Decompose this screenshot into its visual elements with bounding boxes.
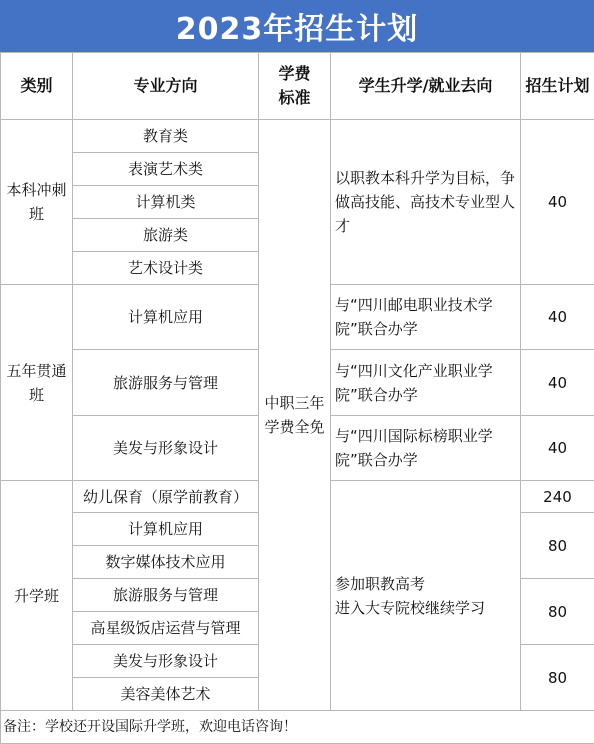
- major-cell: 美发与形象设计: [73, 645, 259, 678]
- quota-cell: 240: [521, 481, 594, 513]
- footnote: 备注：学校还开设国际升学班，欢迎电话咨询！: [1, 711, 594, 744]
- quota-cell: 40: [521, 285, 594, 350]
- major-cell: 表演艺术类: [73, 153, 259, 186]
- major-cell: 高星级饭店运营与管理: [73, 612, 259, 645]
- footnote-row: [1, 711, 594, 744]
- header-tuition-line1: 学费: [261, 62, 328, 86]
- major-cell: 计算机类: [73, 186, 259, 219]
- header-category: 类别: [1, 53, 73, 120]
- major-cell: 美发与形象设计: [73, 416, 259, 481]
- category-cell: 五年贯通班: [1, 285, 73, 481]
- major-cell: 美容美体艺术: [73, 678, 259, 711]
- header-tuition: [259, 53, 331, 120]
- table-row: [1, 120, 594, 153]
- destination-cell: 与“四川国际标榜职业学院”联合办学: [331, 416, 521, 481]
- quota-cell: 80: [521, 645, 594, 711]
- destination-line: 参加职教高考: [335, 572, 518, 596]
- major-cell: 旅游类: [73, 219, 259, 252]
- category-cell: 本科冲刺班: [1, 120, 73, 285]
- major-cell: 幼儿保育（原学前教育）: [73, 481, 259, 513]
- major-cell: 数字媒体技术应用: [73, 546, 259, 579]
- destination-cell: 与“四川文化产业职业学院”联合办学: [331, 350, 521, 416]
- major-cell: 教育类: [73, 120, 259, 153]
- header-tuition-line2: 标准: [261, 86, 328, 110]
- major-cell: 计算机应用: [73, 285, 259, 350]
- destination-cell: 以职教本科升学为目标，争做高技能、高技术专业型人才: [331, 120, 521, 285]
- quota-cell: 40: [521, 350, 594, 416]
- quota-cell: 40: [521, 120, 594, 285]
- quota-cell: 40: [521, 416, 594, 481]
- quota-cell: 80: [521, 513, 594, 579]
- destination-line: 进入大专院校继续学习: [335, 596, 518, 620]
- quota-cell: 80: [521, 579, 594, 645]
- table-header-row: [1, 53, 594, 120]
- category-cell: 升学班: [1, 481, 73, 711]
- major-cell: 计算机应用: [73, 513, 259, 546]
- header-quota: 招生计划: [521, 53, 594, 120]
- destination-cell: [331, 481, 521, 711]
- header-destination: 学生升学/就业去向: [331, 53, 521, 120]
- destination-cell: 与“四川邮电职业技术学院”联合办学: [331, 285, 521, 350]
- header-major: 专业方向: [73, 53, 259, 120]
- page-title: 2023年招生计划: [0, 0, 594, 52]
- enrollment-table: [0, 52, 594, 744]
- major-cell: 旅游服务与管理: [73, 579, 259, 612]
- major-cell: 艺术设计类: [73, 252, 259, 285]
- tuition-cell: 中职三年学费全免: [259, 120, 331, 711]
- major-cell: 旅游服务与管理: [73, 350, 259, 416]
